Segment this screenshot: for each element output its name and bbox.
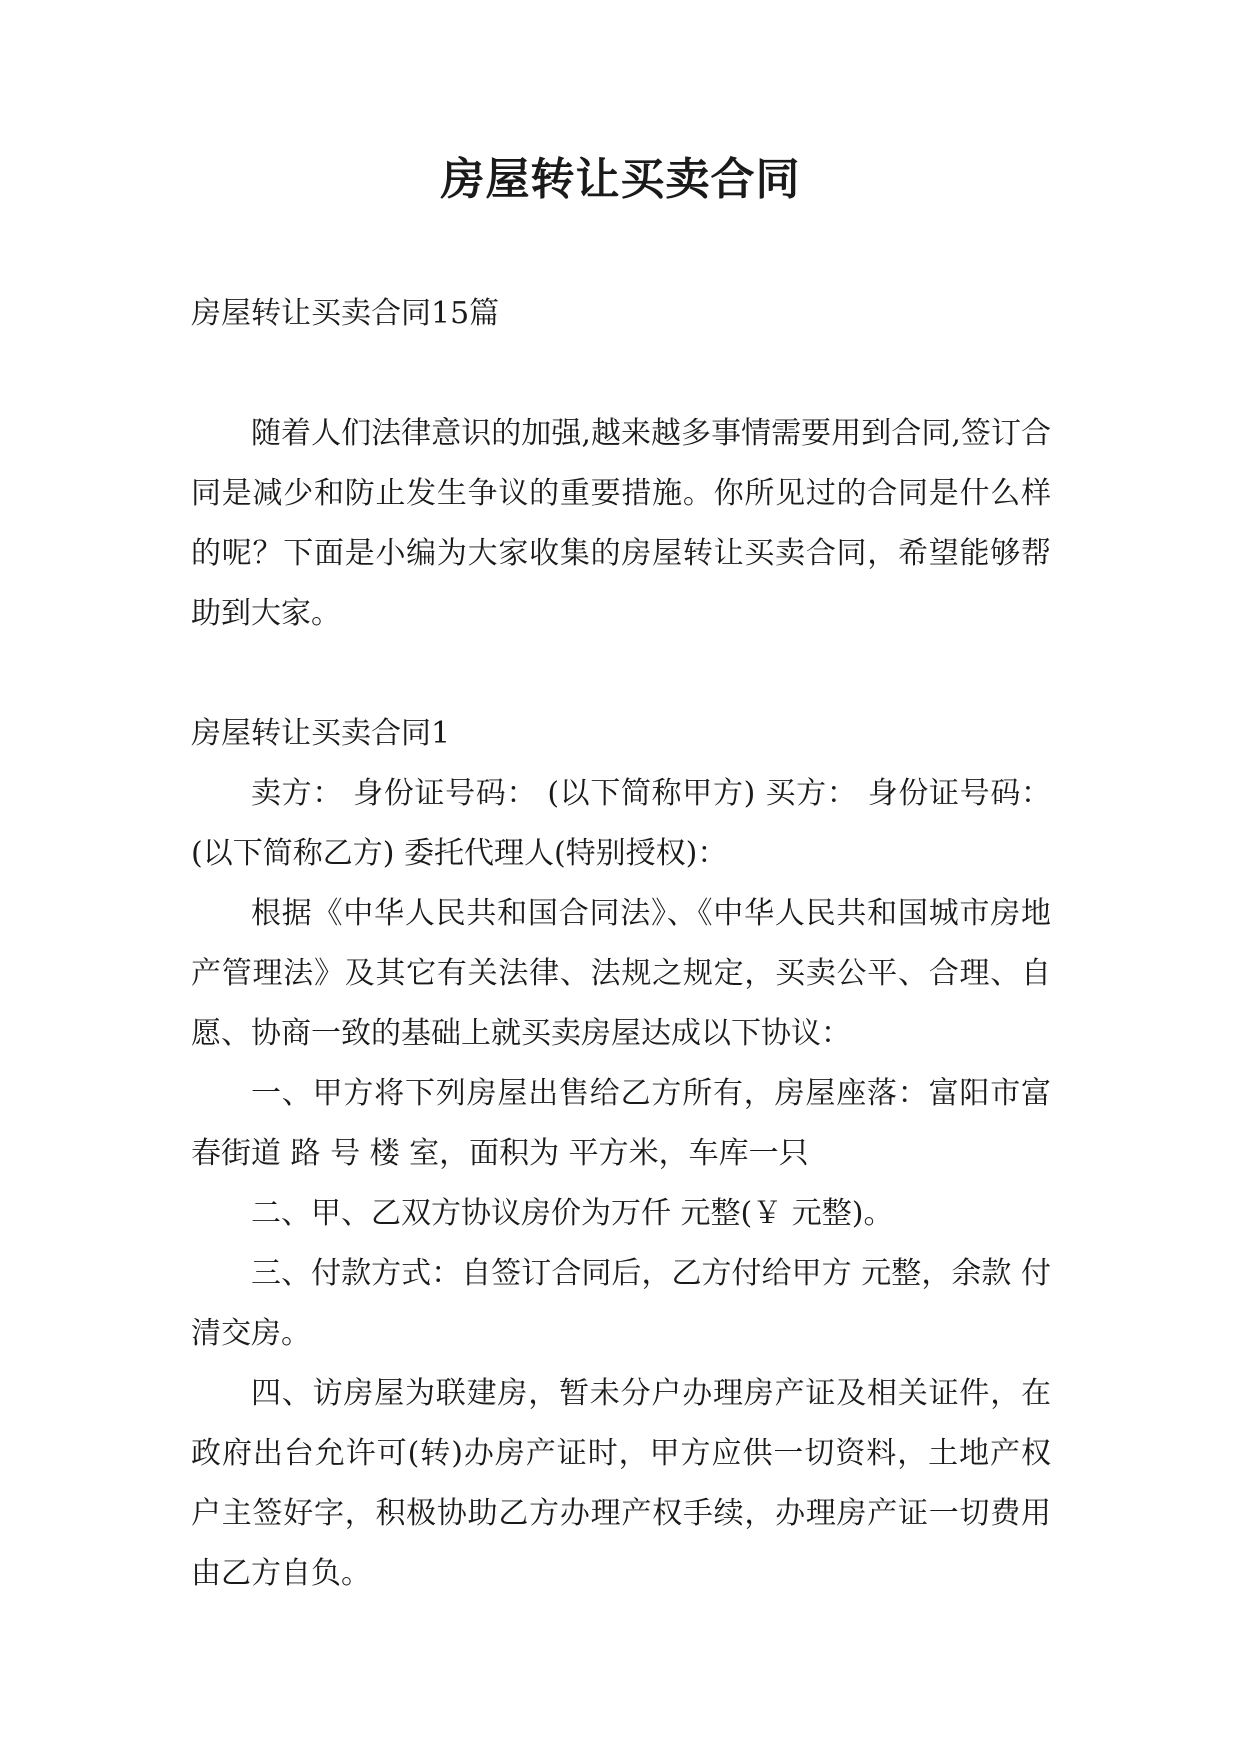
document-body: [191, 284, 1051, 1604]
clause-1: 一、甲方将下列房屋出售给乙方所有，房屋座落：富阳市富春街道 路 号 楼 室，面积为 平方米，车库一只: [191, 1076, 1051, 1171]
clause-4: 四、访房屋为联建房，暂未分户办理房产证及相关证件，在政府出台允许可(转)办房产证时，甲方应供一切资料，土地产权户主签好字，积极协助乙方办理产权手续，办理房产证一切费用由乙方自负。: [191, 1376, 1051, 1591]
document-subtitle: 房屋转让买卖合同15篇: [191, 296, 500, 331]
spacer: [191, 644, 1051, 704]
spacer: [191, 344, 1051, 404]
document-title: 房屋转让买卖合同: [440, 154, 801, 205]
clause-3: 三、付款方式：自签订合同后，乙方付给甲方 元整，余款 付清交房。: [191, 1256, 1051, 1351]
section-heading: 房屋转让买卖合同1: [191, 716, 451, 751]
basis-paragraph: 根据《中华人民共和国合同法》、《中华人民共和国城市房地产管理法》及其它有关法律、法规之规定，买卖公平、合理、自愿、协商一致的基础上就买卖房屋达成以下协议：: [191, 896, 1051, 1051]
clause-2: 二、甲、乙双方协议房价为万仟 元整(￥ 元整)。: [251, 1196, 894, 1231]
parties-paragraph: 卖方： 身份证号码： (以下简称甲方) 买方： 身份证号码： (以下简称乙方) 委托代理人(特别授权)：: [191, 776, 1051, 871]
intro-paragraph: 随着人们法律意识的加强,越来越多事情需要用到合同,签订合同是减少和防止发生争议的重要措施。你所见过的合同是什么样的呢？下面是小编为大家收集的房屋转让买卖合同，希望能够帮助到大家。: [191, 416, 1051, 631]
